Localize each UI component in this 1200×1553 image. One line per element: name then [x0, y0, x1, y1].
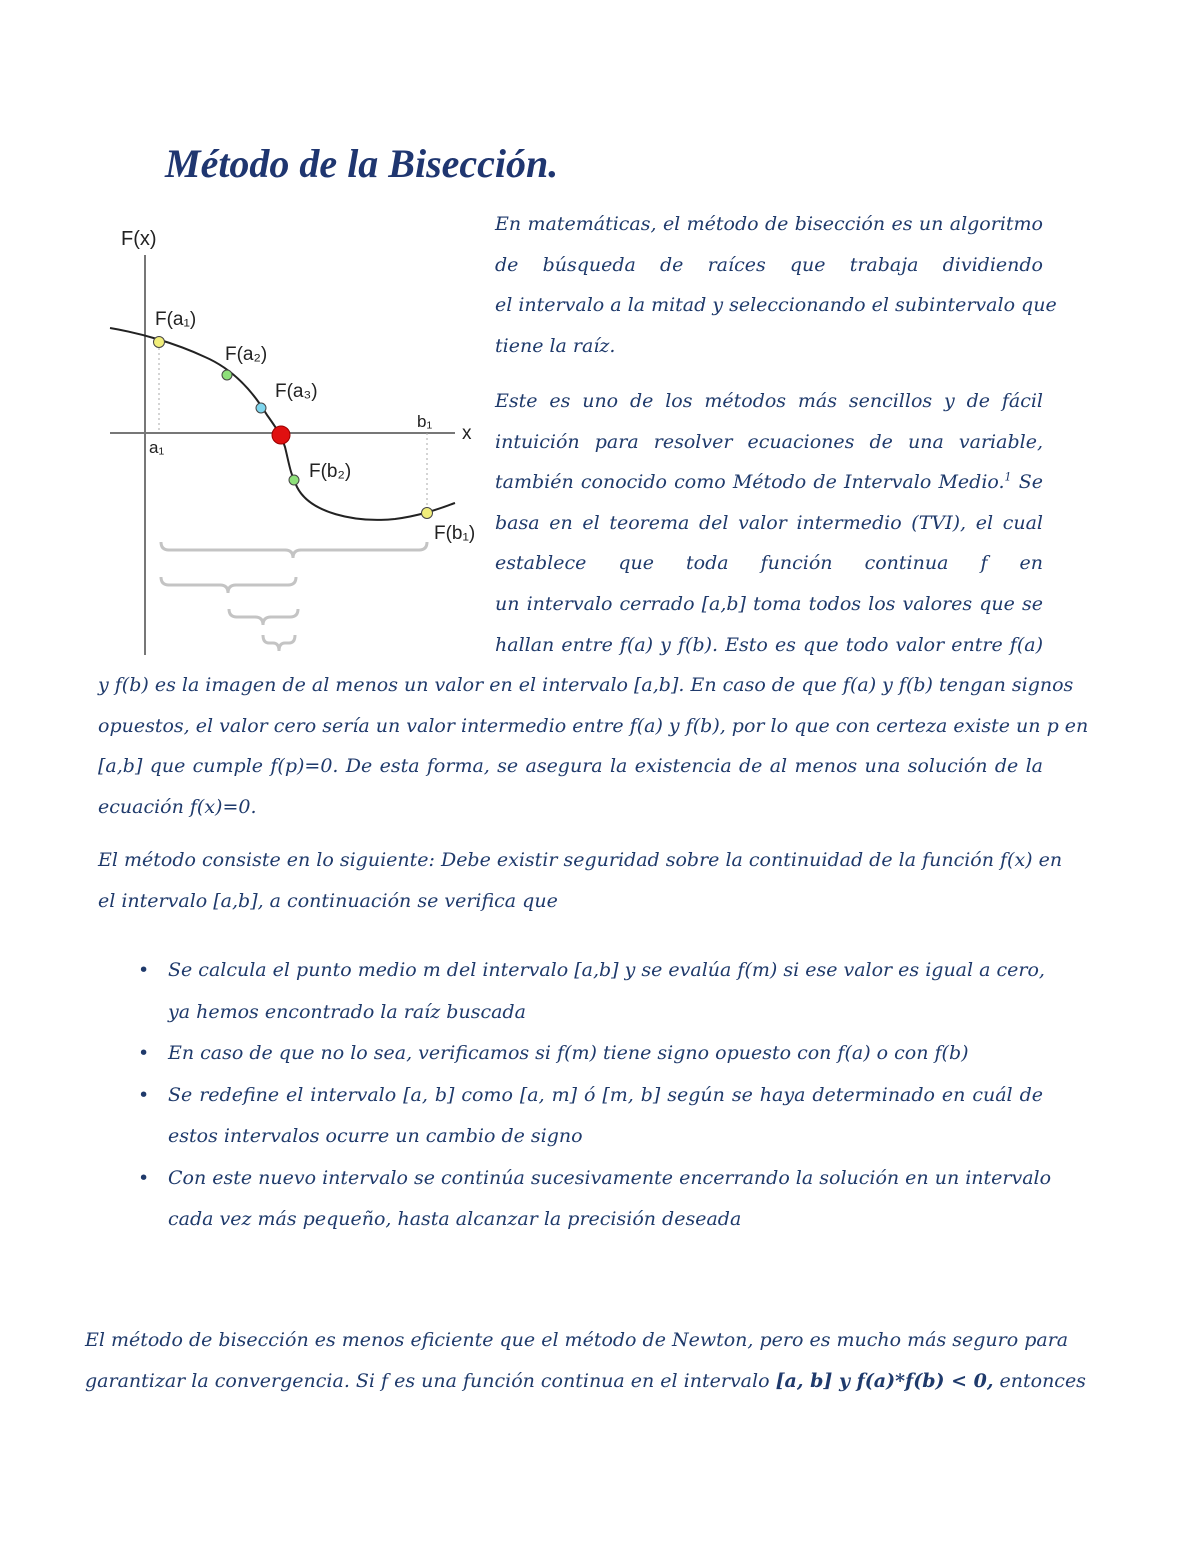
text-line: tiene la raíz. [495, 334, 616, 357]
condition-text: [a, b] y f(a)*f(b) < 0, [775, 1369, 994, 1392]
text-line: el intervalo a la mitad y seleccionando el subintervalo que [495, 294, 1057, 317]
text-line: estos intervalos ocurre un cambio de signo [168, 1125, 583, 1147]
text-line: cada vez más pequeño, hasta alcanzar la precisión deseada [168, 1208, 742, 1230]
text-line: En matemáticas, el método de bisección es un algoritmo [495, 213, 1043, 235]
function-curve [110, 328, 455, 520]
text-line: • Con este nuevo intervalo se continúa sucesivamente encerrando la solución en un intervalo [168, 1166, 1052, 1189]
text-line: El método de bisección es menos eficiente que el método de Newton, pero es mucho más seguro para [85, 1329, 1069, 1351]
text-fragment: Se [1018, 471, 1043, 494]
text-line: de búsqueda de raíces que trabaja dividiendo [495, 253, 1043, 276]
text-line: El método consiste en lo siguiente: Debe existir seguridad sobre la continuidad de la función f(x) en [98, 849, 1063, 871]
text-line: el intervalo [a,b], a continuación se verifica que [98, 889, 558, 912]
list-item [138, 1158, 1052, 1241]
list-item [138, 950, 1043, 1033]
point-fa2 [222, 370, 232, 380]
text-line: un intervalo cerrado [a,b] toma todos los valores que se [495, 592, 1043, 615]
list-item [138, 1033, 1043, 1075]
text-line: • En caso de que no lo sea, verificamos si f(m) tiene signo opuesto con f(a) o con f(b) [168, 1042, 969, 1064]
text-line: basa en el teorema del valor intermedio (TVI), el cual [495, 511, 1043, 534]
point-fb2 [289, 475, 299, 485]
description-paragraph-continued [98, 665, 1089, 827]
point-fa1 [154, 337, 165, 348]
root-point [272, 426, 290, 444]
list-item [138, 1075, 1043, 1158]
point-fa3 [256, 403, 266, 413]
point-fb1 [422, 508, 433, 519]
fa2-label: F(a₂) [225, 344, 268, 365]
text-fragment: garantizar la convergencia. Si f es una función continua en el intervalo [85, 1369, 776, 1392]
fa3-label: F(a₃) [275, 381, 318, 402]
fa1-label: F(a₁) [155, 309, 197, 330]
brace-4 [263, 635, 295, 651]
fb2-label: F(b₂) [309, 461, 352, 482]
method-paragraph [98, 840, 1063, 921]
text-line: intuición para resolver ecuaciones de una variable, [495, 430, 1043, 453]
footnote-mark: 1 [1004, 470, 1012, 484]
text-line: opuestos, el valor cero sería un valor intermedio entre f(a) y f(b), por lo que con certeza existe un p en [98, 714, 1089, 737]
text-line: hallan entre f(a) y f(b). Esto es que todo valor entre f(a) [495, 633, 1043, 656]
text-line-with-footnote [495, 462, 1043, 503]
conclusion-paragraph [85, 1320, 1086, 1401]
intro-paragraph [495, 204, 1057, 366]
text-line: ya hemos encontrado la raíz buscada [168, 1000, 526, 1023]
steps-list [138, 950, 1052, 1241]
text-line: ecuación f(x)=0. [98, 795, 257, 818]
brace-2 [161, 577, 296, 593]
text-line: • Se redefine el intervalo [a, b] como [a, m] ó [m, b] según se haya determinado en cuál de [168, 1083, 1043, 1106]
brace-1 [161, 542, 427, 558]
bisection-diagram [95, 215, 485, 665]
page-title: Método de la Bisección. [165, 141, 559, 186]
fb1-label: F(b₁) [434, 523, 476, 544]
description-paragraph [495, 381, 1043, 665]
text-fragment: también conocido como Método de Intervalo Medio. [495, 471, 1005, 494]
brace-3 [229, 609, 298, 625]
text-line: establece que toda función continua f en [495, 552, 1043, 575]
text-fragment: entonces [993, 1369, 1086, 1392]
text-line: • Se calcula el punto medio m del intervalo [a,b] y se evalúa f(m) si ese valor es igual a cero, [168, 959, 1045, 981]
text-line: Este es uno de los métodos más sencillos y de fácil [495, 390, 1043, 412]
x-axis-label: x [462, 423, 472, 444]
b1-label: b₁ [417, 412, 433, 431]
a1-label: a₁ [149, 438, 165, 457]
bisection-figure [95, 215, 485, 665]
text-line: y f(b) es la imagen de al menos un valor en el intervalo [a,b]. En caso de que f(a) y f(b) tengan signos [98, 674, 1074, 696]
text-line: [a,b] que cumple f(p)=0. De esta forma, se asegura la existencia de al menos una solución de la [98, 755, 1043, 778]
text-line [85, 1361, 1086, 1402]
y-axis-label: F(x) [121, 228, 157, 250]
